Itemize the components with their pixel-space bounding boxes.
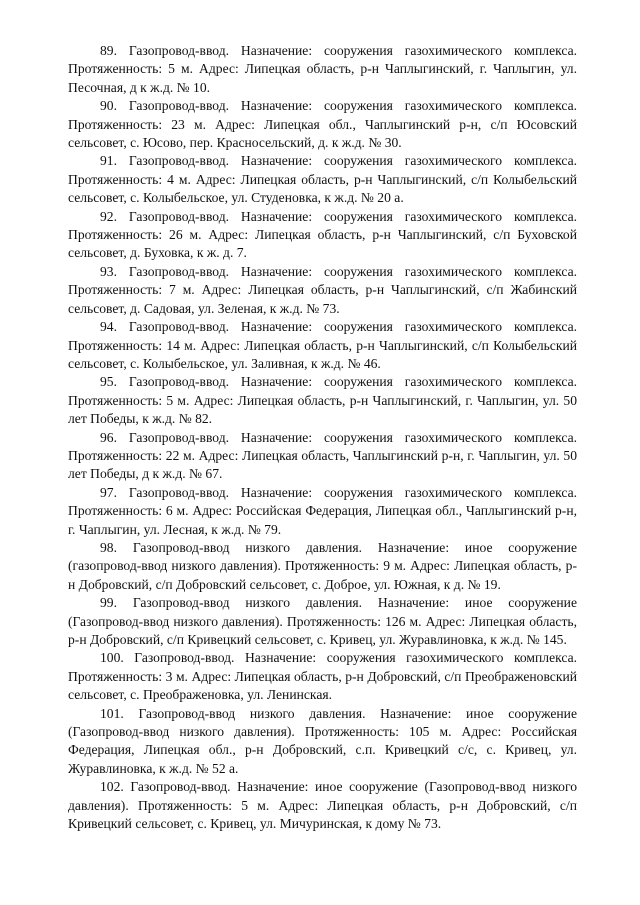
list-item-97: 97. Газопровод-ввод. Назначение: сооружения газохимического комплекса. Протяженность: 6 м. Адрес: Российская Федерация, Липецкая обл., Чаплыгинский р-н, г. Чаплыгин, ул. Лесная, к ж.д. № 79. bbox=[68, 484, 577, 537]
list-item-94: 94. Газопровод-ввод. Назначение: сооружения газохимического комплекса. Протяженность: 14 м. Адрес: Липецкая область, р-н Чаплыгинский, с/п Колыбельский сельсовет, с. Колыбельское, ул. Заливная, к ж.д. № 46. bbox=[68, 319, 577, 371]
list-item-100: 100. Газопровод-ввод. Назначение: сооружения газохимического комплекса. Протяженность: 3 м. Адрес: Липецкая область, р-н Добровский, с/п Преображеновский сельсовет, с. Преображеновка, ул. Ленинская. bbox=[68, 650, 577, 703]
list-item-98: 98. Газопровод-ввод низкого давления. Назначение: иное сооружение (газопровод-ввод низкого давления). Протяженность: 9 м. Адрес: Липецкая область, р-н Добровский, с/п Добровский сельсовет, с. Доброе, ул. Южная, к д. № 19. bbox=[68, 539, 577, 592]
list-item-89: 89. Газопровод-ввод. Назначение: сооружения газохимического комплекса. Протяженность: 5 м. Адрес: Липецкая область, р-н Чаплыгинский, г. Чаплыгин, ул. Песочная, д к ж.д. № 10. bbox=[68, 43, 577, 95]
document-page bbox=[68, 42, 577, 833]
list-item-92: 92. Газопровод-ввод. Назначение: сооружения газохимического комплекса. Протяженность: 26 м. Адрес: Липецкая область, р-н Чаплыгинский, с/п Буховской сельсовет, д. Буховка, к ж. д. 7. bbox=[68, 208, 577, 261]
list-item-93: 93. Газопровод-ввод. Назначение: сооружения газохимического комплекса. Протяженность: 7 м. Адрес: Липецкая область, р-н Чаплыгинский, с/п Жабинский сельсовет, д. Садовая, ул. Зеленая, к ж.д. № 73. bbox=[68, 263, 577, 316]
list-item-95: 95. Газопровод-ввод. Назначение: сооружения газохимического комплекса. Протяженность: 5 м. Адрес: Липецкая область, р-н Чаплыгинский, г. Чаплыгин, ул. 50 лет Победы, к ж.д. № 82. bbox=[68, 374, 577, 427]
list-item-90: 90. Газопровод-ввод. Назначение: сооружения газохимического комплекса. Протяженность: 23 м. Адрес: Липецкая обл., Чаплыгинский р-н, с/п Юсовский сельсовет, с. Юсово, пер. Красносельский, д. к ж.д. № 30. bbox=[68, 98, 577, 151]
list-item-102: 102. Газопровод-ввод. Назначение: иное сооружение (Газопровод-ввод низкого давления). Протяженность: 5 м. Адрес: Липецкая область, р-н Добровский, с/п Кривецкий сельсовет, с. Кривец, ул. Мичуринская, к дому № 73. bbox=[68, 779, 577, 832]
list-item-101: 101. Газопровод-ввод низкого давления. Назначение: иное сооружение (Газопровод-ввод низкого давления). Протяженность: 105 м. Адрес: Российская Федерация, Липецкая обл., р-н Добровский, с.п. Кривецкий с/с, с. Кривец, ул. Журавлиновка, к ж.д. № 52 а. bbox=[68, 705, 577, 776]
list-item-99: 99. Газопровод-ввод низкого давления. Назначение: иное сооружение (Газопровод-ввод низкого давления). Протяженность: 126 м. Адрес: Липецкая область, р-н Добровский, с/п Кривецкий сельсовет, с. Кривец, ул. Журавлиновка, к ж.д. № 145. bbox=[68, 595, 577, 647]
list-item-96: 96. Газопровод-ввод. Назначение: сооружения газохимического комплекса. Протяженность: 22 м. Адрес: Липецкая область, Чаплыгинский р-н, г. Чаплыгин, ул. 50 лет Победы, д к ж.д. № 67. bbox=[68, 429, 577, 482]
list-item-91: 91. Газопровод-ввод. Назначение: сооружения газохимического комплекса. Протяженность: 4 м. Адрес: Липецкая область, р-н Чаплыгинский, с/п Колыбельский сельсовет, с. Колыбельское, ул. Студеновка, к ж.д. № 20 а. bbox=[68, 153, 577, 206]
